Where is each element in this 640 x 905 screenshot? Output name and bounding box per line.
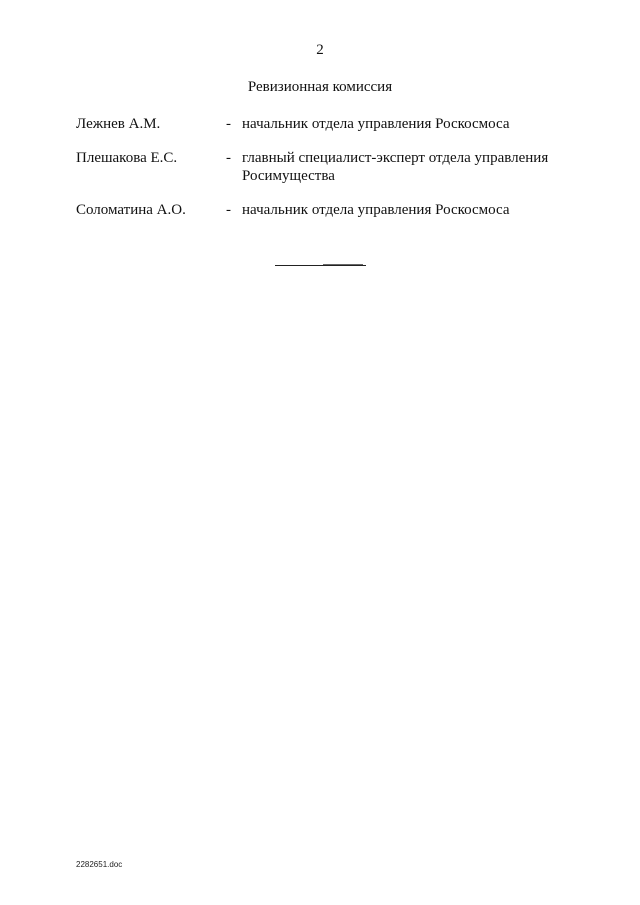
member-name: Соломатина А.О. — [76, 202, 186, 218]
member-name: Плешакова Е.С. — [76, 150, 178, 166]
closing-rule — [275, 265, 366, 266]
file-name: 2282651.doc — [76, 860, 123, 869]
section-title: Ревизионная комиссия — [247, 79, 393, 95]
member-dash: - — [226, 150, 231, 166]
member-role: начальник отдела управления Роскосмоса — [242, 202, 510, 218]
page-number: 2 — [316, 42, 324, 58]
member-role: главный специалист-эксперт отдела управления Росимущества — [242, 150, 549, 184]
member-name: Лежнев А.М. — [76, 116, 161, 132]
member-dash: - — [226, 202, 231, 218]
member-dash: - — [226, 116, 231, 132]
member-role: начальник отдела управления Роскосмоса — [242, 116, 510, 132]
